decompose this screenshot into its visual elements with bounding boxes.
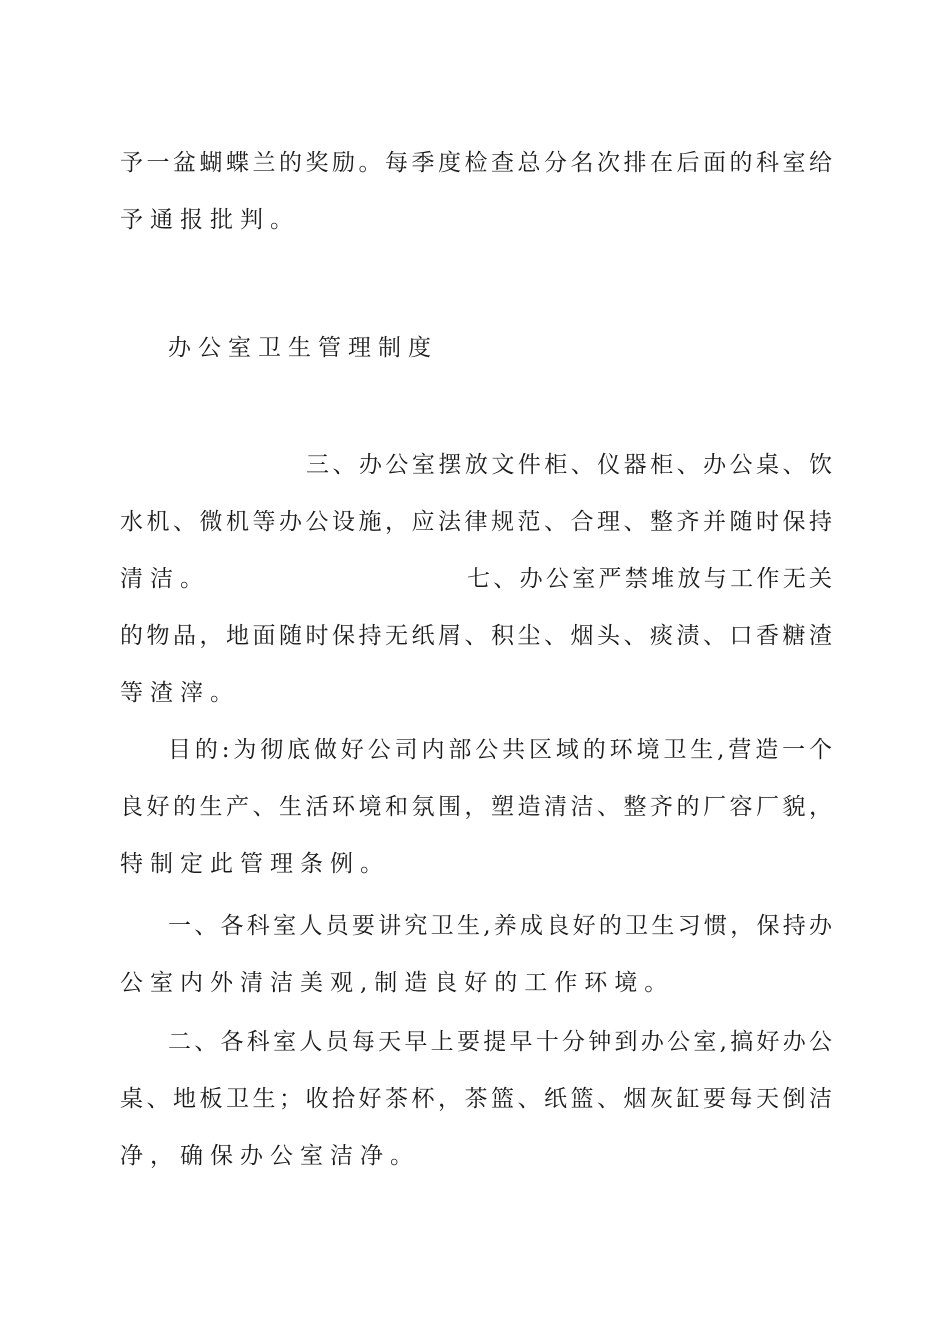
paragraph-line: 良好的生产、生活环境和氛围，塑造清洁、整齐的厂容厂貌， <box>120 794 832 820</box>
paragraph-line: 等渣滓。 <box>120 680 240 706</box>
paragraph-line: 清洁。 <box>120 566 210 592</box>
paragraph-line: 目的:为彻底做好公司内部公共区域的环境卫生,营造一个 <box>168 737 832 763</box>
paragraph-line: 特制定此管理条例。 <box>120 851 390 877</box>
paragraph-line: 予一盆蝴蝶兰的奖励。每季度检查总分名次排在后面的科室给 <box>120 150 832 176</box>
paragraph-line: 水机、微机等办公设施，应法律规范、合理、整齐并随时保持 <box>120 509 832 535</box>
paragraph-line: 一、各科室人员要讲究卫生,养成良好的卫生习惯，保持办 <box>168 913 832 939</box>
paragraph-line: 二、各科室人员每天早上要提早十分钟到办公室,搞好办公 <box>168 1029 832 1055</box>
paragraph-line: 的物品，地面随时保持无纸屑、积尘、烟头、痰渍、口香糖渣 <box>120 623 832 649</box>
paragraph-line: 公室内外清洁美观,制造良好的工作环境。 <box>120 970 675 996</box>
paragraph-line: 七、办公室严禁堆放与工作无关 <box>467 566 832 592</box>
section-heading: 办公室卫生管理制度 <box>168 335 438 361</box>
paragraph-line: 三、办公室摆放文件柜、仪器柜、办公桌、饮 <box>306 452 832 478</box>
paragraph-line: 净，确保办公室洁净。 <box>120 1143 420 1169</box>
paragraph-line: 桌、地板卫生；收拾好茶杯，茶篮、纸篮、烟灰缸要每天倒洁 <box>120 1086 832 1112</box>
paragraph-line: 予通报批判。 <box>120 207 300 233</box>
